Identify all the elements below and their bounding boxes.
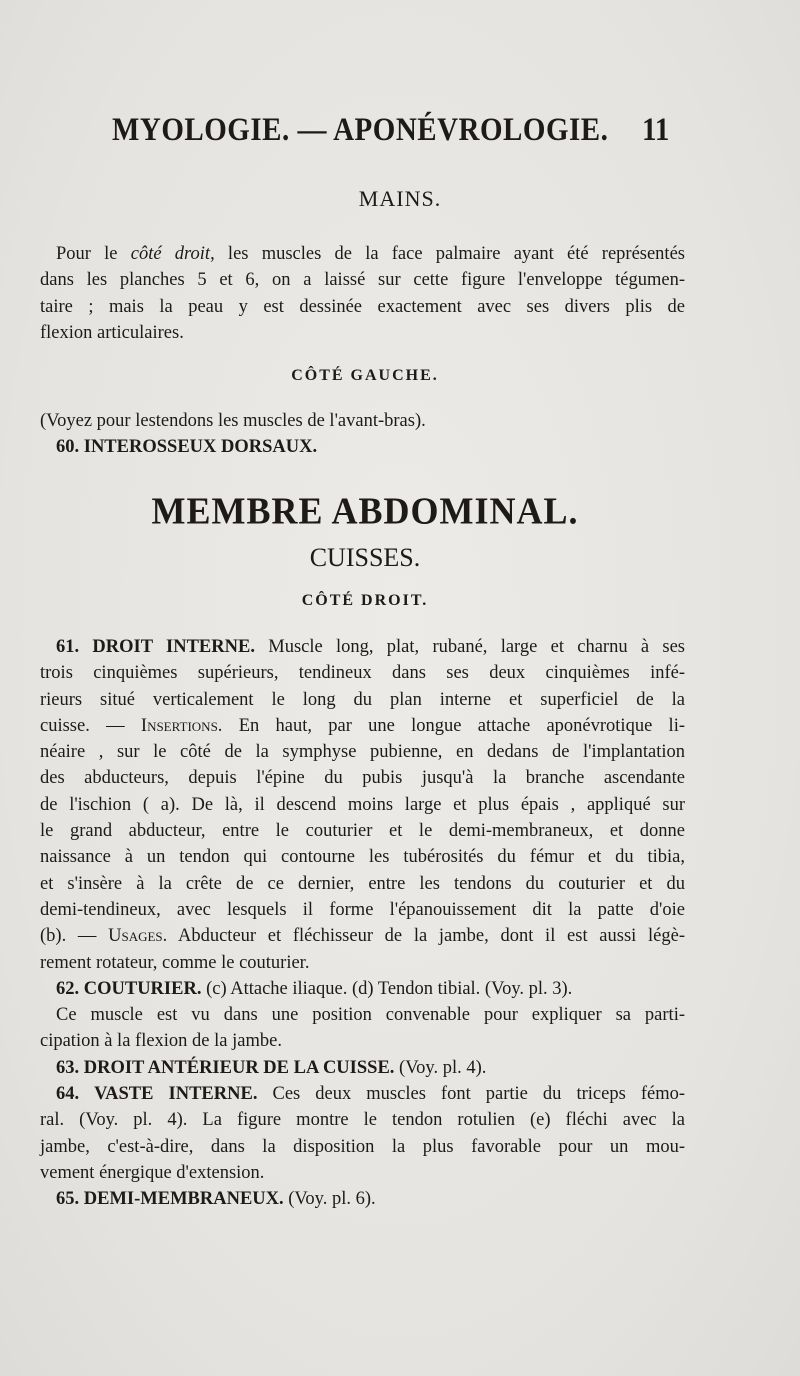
entry-64-line-3: jambe, c'est-à-dire, dans la disposition la plus favorable pour un mou-	[40, 1136, 685, 1157]
intro-lead: Pour le	[56, 244, 131, 264]
section-heading-mains: MAINS.	[358, 186, 442, 211]
intro-rest: , les muscles de la face palmaire ayant été représentés	[210, 244, 685, 264]
entries-block	[40, 634, 685, 1213]
entry-61-line-3: rieurs situé verticalement le long du plan interne et superficiel de la	[40, 689, 685, 710]
entry-61-line-9: naissance à un tendon qui contourne les tubérosités du fémur et du tibia,	[40, 847, 685, 868]
entry-60-number: 60.	[56, 437, 80, 458]
entry-61-line-8: le grand abducteur, entre le couturier et le demi-membraneux, et donne	[40, 821, 685, 842]
entry-62-title: COUTURIER.	[83, 978, 202, 999]
entry-62-number: 62.	[56, 978, 80, 999]
entry-64-line-4: vement énergique d'extension.	[40, 1162, 265, 1183]
intro-line-1	[40, 241, 685, 267]
entry-63	[40, 1055, 685, 1081]
entry-61-line-4	[40, 713, 685, 739]
entry-61-l12b: Abducteur et fléchisseur de la jambe, dont il est aussi légè-	[167, 926, 685, 947]
entry-63-text: (Voy. pl. 4).	[394, 1057, 487, 1078]
entry-62-text: (c) Attache iliaque. (d) Tendon tibial. (Voy. pl. 3).	[201, 978, 573, 999]
entry-64-line-2: ral. (Voy. pl. 4). La figure montre le tendon rotulien (e) fléchi avec la	[40, 1110, 685, 1131]
entry-64-text: Ces deux muscles font partie du triceps fémo-	[257, 1084, 686, 1105]
intro-line-3: taire ; mais la peau y est dessinée exactement avec ses divers plis de	[40, 296, 685, 317]
entry-61-l4a: cuisse. —	[40, 715, 141, 736]
entry-65-number: 65.	[56, 1189, 80, 1210]
insertions-label: Insertions.	[140, 715, 223, 736]
entry-65-text: (Voy. pl. 6).	[283, 1189, 376, 1210]
subheading-cuisses: CUISSES.	[309, 543, 421, 572]
entry-61-line-7: de l'ischion ( a). De là, il descend moins large et plus épais , appliqué sur	[40, 794, 685, 815]
entry-63-title: DROIT ANTÉRIEUR DE LA CUISSE.	[83, 1057, 395, 1078]
entry-61-text: Muscle long, plat, rubané, large et charnu à ses	[254, 637, 685, 657]
intro-line-2: dans les planches 5 et 6, on a laissé sur cette figure l'enveloppe tégumen-	[40, 270, 685, 291]
entry-61-line-10: et s'insère à la crête de ce dernier, entre les tendons du couturier et du	[40, 873, 685, 894]
entry-64-line-1	[40, 1081, 685, 1107]
entry-60-title: INTEROSSEUX DORSAUX.	[83, 437, 318, 458]
entry-61-number: 61.	[56, 637, 80, 657]
entry-61-line-6: des abducteurs, depuis l'épine du pubis jusqu'à la branche ascendante	[40, 768, 685, 789]
intro-line-4: flexion articulaires.	[40, 322, 184, 343]
section-heading-membre: MEMBRE ABDOMINAL.	[151, 490, 579, 532]
entry-60	[40, 434, 685, 460]
entry-61-line-11: demi-tendineux, avec lesquels il forme l'épanouissement dit la patte d'oie	[40, 899, 685, 920]
entry-64-title: VASTE INTERNE.	[94, 1084, 258, 1105]
intro-paragraph	[40, 241, 685, 346]
usages-label: Usages.	[108, 926, 168, 947]
entry-62-line-3: cipation à la flexion de la jambe.	[40, 1031, 282, 1052]
running-title: MYOLOGIE. — APONÉVROLOGIE.	[112, 112, 609, 148]
gauche-block	[40, 408, 685, 461]
entry-61-line-13: rement rotateur, comme le couturier.	[40, 952, 310, 973]
side-heading-droit: CÔTÉ DROIT.	[301, 592, 429, 609]
entry-61-l12a: (b). —	[40, 926, 109, 947]
entry-65	[40, 1186, 685, 1212]
entry-62-line-2: Ce muscle est vu dans une position convenable pour expliquer sa parti-	[56, 1005, 685, 1026]
page-number: 11	[642, 112, 670, 148]
entry-61-line-2: trois cinquièmes supérieurs, tendineux dans ses deux cinquièmes infé-	[40, 663, 685, 684]
intro-italic: côté droit	[130, 244, 211, 264]
entry-65-title: DEMI-MEMBRANEUX.	[83, 1189, 284, 1210]
entry-61-line-12	[40, 923, 685, 949]
entry-61-line-1	[40, 634, 685, 660]
entry-61-l4b: En haut, par une longue attache aponévrotique li-	[222, 715, 685, 736]
entry-61-title: DROIT INTERNE.	[92, 637, 255, 657]
entry-62-line-1	[40, 976, 685, 1002]
running-header	[0, 112, 800, 152]
entry-61-line-5: néaire , sur le côté de la symphyse pubienne, en dedans de l'implantation	[40, 742, 685, 763]
entry-64-number: 64.	[56, 1084, 80, 1105]
side-heading-gauche: CÔTÉ GAUCHE.	[291, 367, 439, 384]
see-note: (Voyez pour lestendons les muscles de l'avant-bras).	[40, 411, 426, 431]
entry-63-number: 63.	[56, 1057, 80, 1078]
